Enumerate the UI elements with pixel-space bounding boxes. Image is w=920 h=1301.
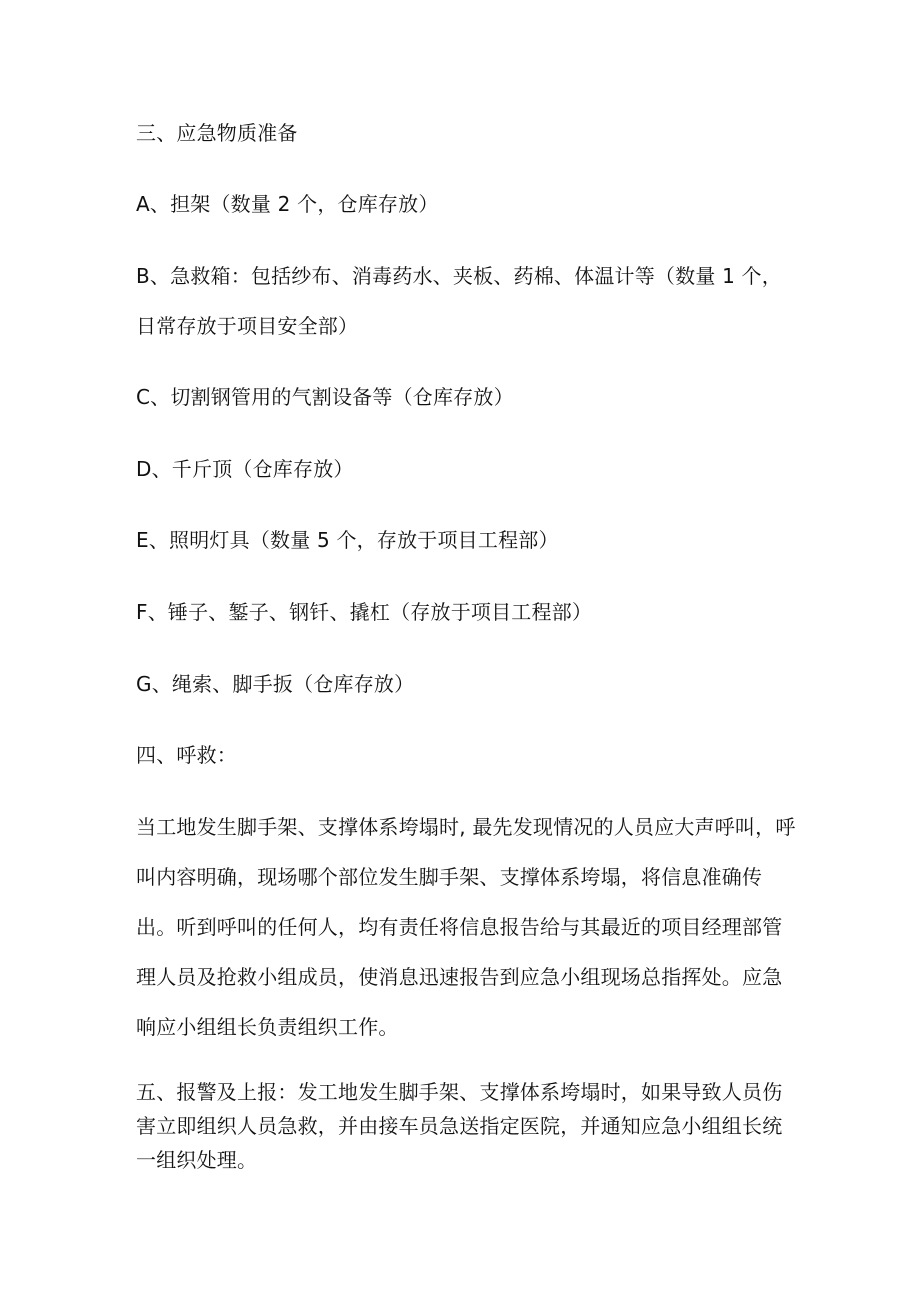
section5-line: 害立即组织人员急救，并由接车员急送指定医院，并通知应急小组组长统 — [136, 1114, 783, 1138]
item-e: E、照明灯具（数量 5 个，存放于项目工程部） — [136, 528, 559, 552]
section5-line: 五、报警及上报：发工地发生脚手架、支撑体系垮塌时，如果导致人员伤 — [136, 1080, 783, 1104]
section4-line: 出。听到呼叫的任何人，均有责任将信息报告给与其最近的项目经理部管 — [136, 915, 783, 939]
item-c: C、切割钢管用的气割设备等（仓库存放） — [136, 385, 514, 409]
section4-line: 叫内容明确，现场哪个部位发生脚手架、支撑体系垮塌，将信息准确传 — [136, 865, 763, 889]
section4-line: 当工地发生脚手架、支撑体系垮塌时, 最先发现情况的人员应大声呼叫，呼 — [136, 815, 796, 839]
section4-line: 响应小组组长负责组织工作。 — [136, 1015, 399, 1039]
section3-heading: 三、应急物质准备 — [136, 121, 298, 145]
item-b-line2: 日常存放于项目安全部） — [136, 314, 359, 338]
section4-line: 理人员及抢救小组成员，使消息迅速报告到应急小组现场总指挥处。应急 — [136, 965, 783, 989]
item-a: A、担架（数量 2 个，仓库存放） — [136, 192, 439, 216]
item-d: D、千斤顶（仓库存放） — [136, 457, 354, 481]
section5-body — [136, 1078, 796, 1174]
section5-line: 一组织处理。 — [136, 1148, 258, 1172]
section4-body — [136, 813, 796, 1041]
item-b-line1: B、急救箱：包括纱布、消毒药水、夹板、药棉、体温计等（数量 1 个， — [136, 264, 782, 288]
item-f: F、锤子、錾子、钢钎、撬杠（存放于项目工程部） — [136, 600, 593, 624]
item-g: G、绳索、脚手扳（仓库存放） — [136, 672, 415, 696]
section4-heading: 四、呼救： — [136, 743, 237, 767]
